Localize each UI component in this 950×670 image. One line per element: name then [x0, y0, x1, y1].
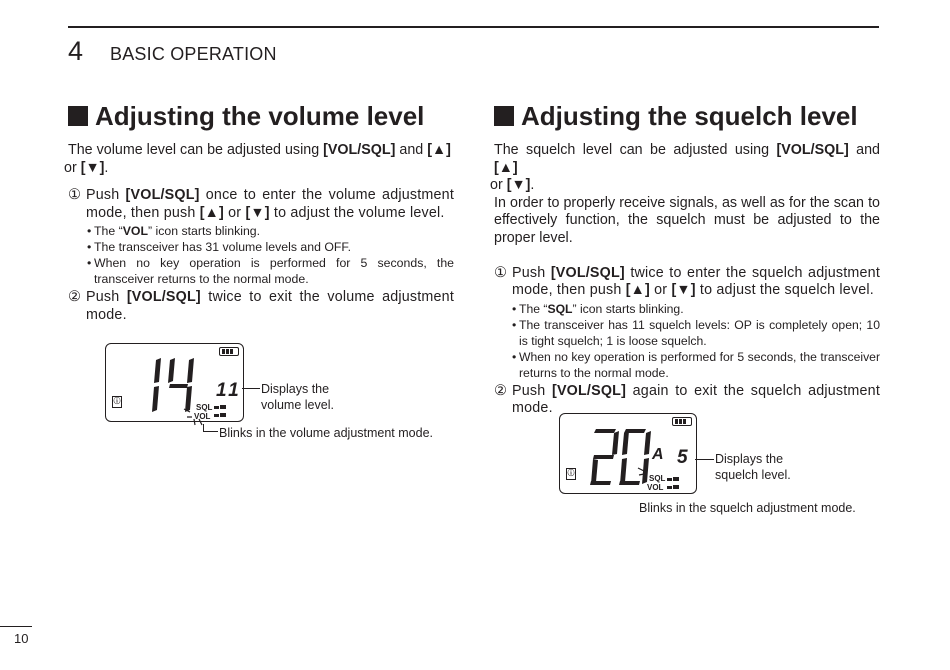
volume-step-2: ② Push [VOL/SQL] twice to exit the volume adjustment mode.: [68, 289, 454, 323]
volume-level-digits: 11: [216, 380, 242, 401]
volume-bullets: [68, 223, 454, 287]
squelch-heading: Adjusting the squelch level: [494, 99, 880, 133]
blink-marks-icon: [636, 465, 656, 479]
square-bullet-icon: [68, 106, 88, 126]
chapter-title: BASIC OPERATION: [110, 44, 277, 64]
volume-step-1: ① Push [VOL/SQL] once to enter the volume adjustment mode, then push [▲] or [▼] to adjust the volume level.: [68, 187, 454, 221]
page-number: 10: [14, 631, 29, 646]
squelch-section: [490, 99, 881, 418]
vol-indicator: VOL: [647, 483, 664, 492]
volume-lcd-display: [105, 343, 244, 422]
list-item: • When no key operation is performed for 5 seconds, the transceiver returns to the normal mode.: [512, 349, 880, 380]
volume-callout-blink: Blinks in the volume adjustment mode.: [219, 426, 433, 440]
list-item: • The “SQL” icon starts blinking.: [512, 301, 684, 316]
channel-icon: ⓘ: [112, 396, 122, 408]
volume-callout-level: Displays the volume level.: [261, 382, 334, 412]
battery-icon: [672, 417, 692, 426]
squelch-step-2: ② Push [VOL/SQL] again to exit the squelch adjustment mode.: [494, 382, 880, 417]
list-item: • The transceiver has 31 volume levels and OFF.: [87, 240, 351, 255]
squelch-intro-2: In order to properly receive signals, as well as for the scan to effectively function, the squelch must be adjusted to the proper level.: [494, 194, 880, 246]
squelch-callout-level: Displays the squelch level.: [715, 452, 791, 482]
list-item: • The “VOL” icon starts blinking.: [87, 224, 261, 239]
squelch-step-1: ① Push [VOL/SQL] twice to enter the squelch adjustment mode, then push [▲] or [▼] to adjust the squelch level.: [494, 264, 880, 299]
volume-heading: Adjusting the volume level: [68, 99, 454, 133]
battery-icon: [219, 347, 239, 356]
square-bullet-icon: [494, 106, 514, 126]
channel-icon: ⓘ: [566, 468, 576, 480]
list-item: • The transceiver has 11 squelch levels: OP is completely open; 10 is tight squelch; 1 is loose squelch.: [512, 317, 880, 348]
header-rule: [68, 26, 879, 28]
squelch-intro: The squelch level can be adjusted using [VOL/SQL] and [▲] or [▼].: [490, 142, 881, 194]
vol-indicator: VOL: [194, 412, 211, 421]
volume-section: [64, 99, 454, 325]
squelch-lcd-display: [559, 413, 697, 494]
list-item: • When no key operation is performed for 5 seconds, the transceiver returns to the normal mode.: [87, 256, 454, 287]
volume-intro: The volume level can be adjusted using [VOL/SQL] and [▲] or [▼].: [64, 142, 451, 176]
page-rule: [0, 626, 32, 627]
squelch-bullets: [494, 301, 880, 381]
squelch-callout-blink: Blinks in the squelch adjustment mode.: [639, 501, 856, 515]
squelch-level-digits: 5: [677, 447, 688, 468]
chapter-number: 4: [68, 36, 84, 66]
sql-indicator: SQL: [196, 403, 213, 412]
sql-indicator: SQL: [649, 474, 666, 483]
squelch-bank-letter: A: [652, 446, 664, 463]
